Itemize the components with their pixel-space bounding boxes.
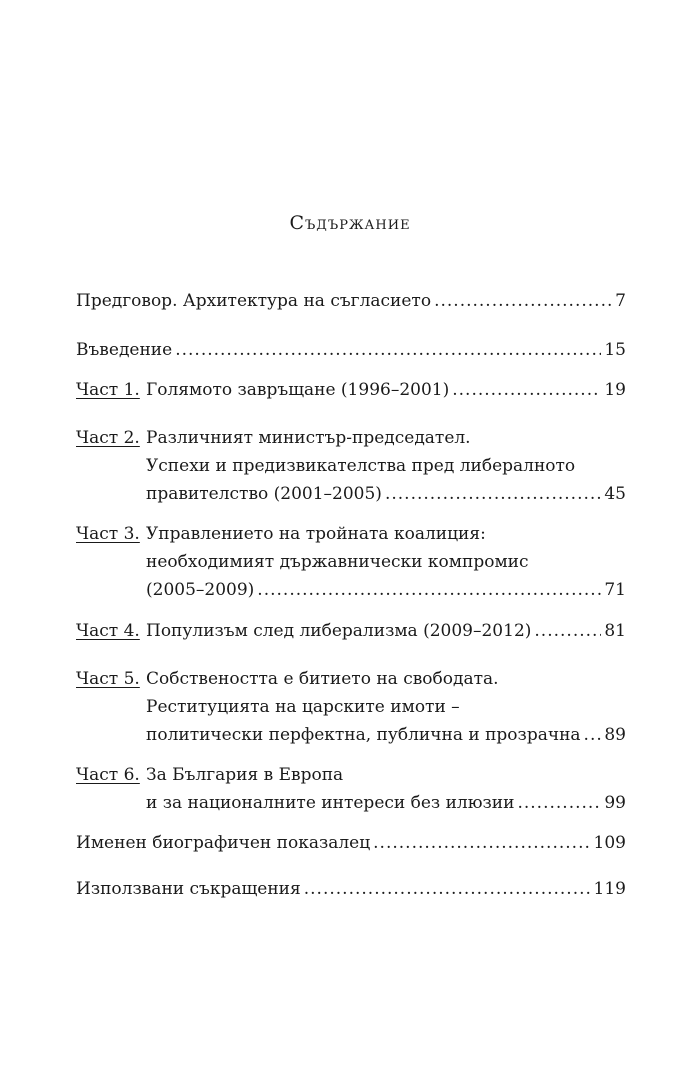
toc-page-number: 19	[604, 380, 626, 400]
toc-entry-preface	[76, 287, 626, 315]
toc-entry-text: политически перфектна, публична и прозрачна	[146, 725, 581, 745]
toc-entry-text: Използвани съкращения	[76, 879, 301, 899]
toc-entry-text: Различният министър-председател.	[146, 428, 471, 448]
toc-entry-text: Реституцията на царските имоти –	[146, 697, 460, 717]
toc-line	[76, 665, 626, 693]
toc-entry-text: Въведение	[76, 340, 173, 360]
toc-line	[76, 789, 626, 817]
toc-entry-text: необходимият държавнически компромис	[146, 552, 529, 572]
toc-entry-text: (2005–2009)	[146, 580, 255, 600]
toc-entry-text: и за националните интереси без илюзии	[146, 793, 515, 813]
toc-line	[76, 761, 626, 789]
toc-entry-text: Предговор. Архитектура на съгласието	[76, 291, 432, 311]
toc-page-number: 99	[604, 793, 626, 813]
toc-entry-text: За България в Европа	[146, 765, 344, 785]
toc-entry-text: Голямото завръщане (1996–2001)	[146, 380, 450, 400]
toc-page-number: 15	[604, 340, 626, 360]
toc-page-number: 119	[593, 879, 626, 899]
toc-entry-text: Популизъм след либерализма (2009–2012)	[146, 621, 532, 641]
toc-line	[76, 520, 626, 548]
toc-entry-text: Управлението на тройната коалиция:	[146, 524, 486, 544]
toc-entry-part-3	[76, 520, 626, 604]
toc-entry-text: Именен биографичен показалец	[76, 833, 371, 853]
toc-entry-introduction	[76, 336, 626, 364]
part-label: Част 3.	[76, 524, 140, 544]
toc-entry-text: правителство (2001–2005)	[146, 484, 382, 504]
toc-line	[76, 617, 626, 645]
dot-leader	[257, 576, 601, 604]
toc-entry-abbreviations	[76, 875, 626, 903]
toc-line	[76, 875, 626, 903]
toc-entry-index	[76, 829, 626, 857]
toc-line	[76, 480, 626, 508]
toc-page-number: 81	[604, 621, 626, 641]
toc-line	[76, 576, 626, 604]
dot-leader	[584, 721, 602, 749]
toc-entry-part-4	[76, 617, 626, 645]
dot-leader	[304, 875, 591, 903]
part-label: Част 2.	[76, 428, 140, 448]
dot-leader	[534, 617, 601, 645]
part-label: Част 6.	[76, 765, 140, 785]
toc-entry-text: Собствеността е битието на свободата.	[146, 669, 499, 689]
toc-page-number: 109	[593, 833, 626, 853]
toc-entry-part-5	[76, 665, 626, 749]
toc-line	[76, 376, 626, 404]
toc-entry-part-2	[76, 424, 626, 508]
toc-line	[76, 693, 626, 721]
toc-entry-part-6	[76, 761, 626, 817]
toc-line	[76, 424, 626, 452]
toc-line	[76, 336, 626, 364]
toc-line	[76, 287, 626, 315]
toc-line	[76, 548, 626, 576]
dot-leader	[373, 829, 590, 857]
toc-entry-text: Успехи и предизвикателства пред либералното	[146, 456, 576, 476]
dot-leader	[175, 336, 601, 364]
toc-line	[76, 721, 626, 749]
toc-line	[76, 452, 626, 480]
dot-leader	[434, 287, 612, 315]
toc-title: Съдържание	[289, 212, 411, 234]
dot-leader	[517, 789, 601, 817]
part-label: Част 4.	[76, 621, 140, 641]
toc-page-number: 7	[615, 291, 626, 311]
part-label: Част 5.	[76, 669, 140, 689]
toc-page-number: 89	[604, 725, 626, 745]
part-label: Част 1.	[76, 380, 140, 400]
toc-page-number: 71	[604, 580, 626, 600]
toc-entry-part-1	[76, 376, 626, 404]
toc-page-number: 45	[604, 484, 626, 504]
dot-leader	[452, 376, 601, 404]
toc-line	[76, 829, 626, 857]
dot-leader	[385, 480, 601, 508]
